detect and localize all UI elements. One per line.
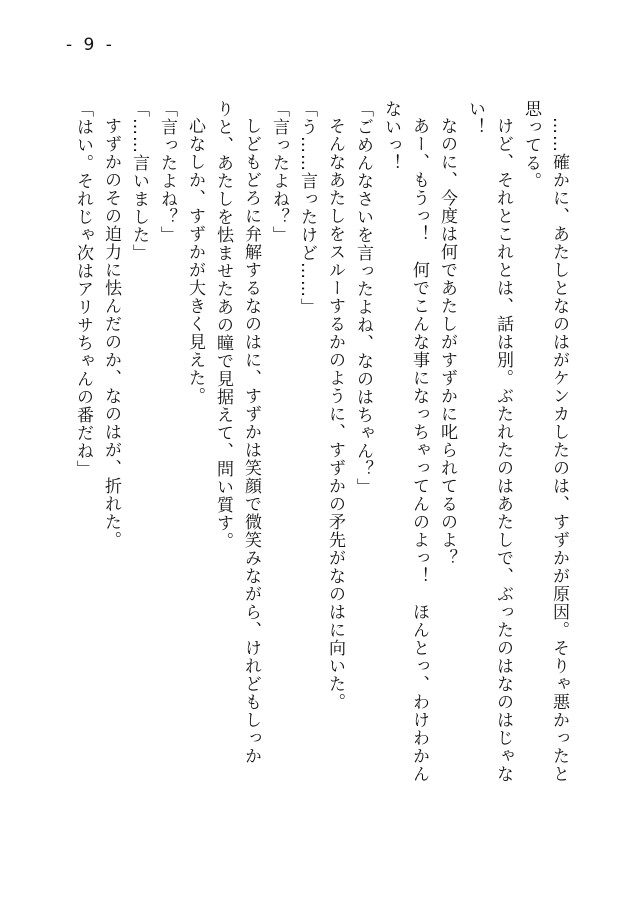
text-line: りと、あたしを怯ませたあの瞳で見据えて、問い質す。: [213, 100, 233, 550]
text-line: 心なしか、すずかが大きく見えた。: [185, 117, 205, 405]
text-line: すずかのその迫力に怯んだのか、なのはが、折れた。: [101, 117, 121, 549]
text-line: い！: [465, 100, 485, 136]
page-number: - 9 -: [66, 35, 115, 55]
text-line: ないっ！: [381, 100, 401, 172]
text-line: 思ってる。: [521, 100, 541, 190]
text-line: なのに、今度は何であたしがすずかに叱られてるのよ？: [437, 117, 457, 567]
text-line: 「う……言ったけど……」: [297, 100, 317, 316]
text-line: 「……言いました」: [129, 100, 149, 262]
text-line: 「はい。それじゃ次はアリサちゃんの番だね」: [73, 100, 93, 478]
novel-text-body: [68, 100, 573, 880]
text-line: そんなあたしをスルーするかのように、すずかの矛先がなのはに向いた。: [325, 117, 345, 711]
text-line: あー、もうっ！ 何でこんな事になっちゃってんのよっ！ ほんとっ、わけわかん: [409, 117, 429, 783]
text-line: 「言ったよね？」: [269, 100, 289, 244]
text-line: 「言ったよね？」: [157, 100, 177, 244]
text-line: 「ごめんなさいを言ったよね、なのはちゃん？」: [353, 100, 373, 496]
text-line: ……確かに、あたしとなのはがケンカしたのは、すずかが原因。そりゃ悪かったと: [549, 117, 569, 783]
text-line: けど、それとこれとは、話は別。ぶたれたのはあたしで、ぶったのはなのはじゃな: [493, 117, 513, 783]
text-line: しどもどろに弁解するなのはに、すずかは笑顔で微笑みながら、けれどもしっか: [241, 117, 261, 765]
